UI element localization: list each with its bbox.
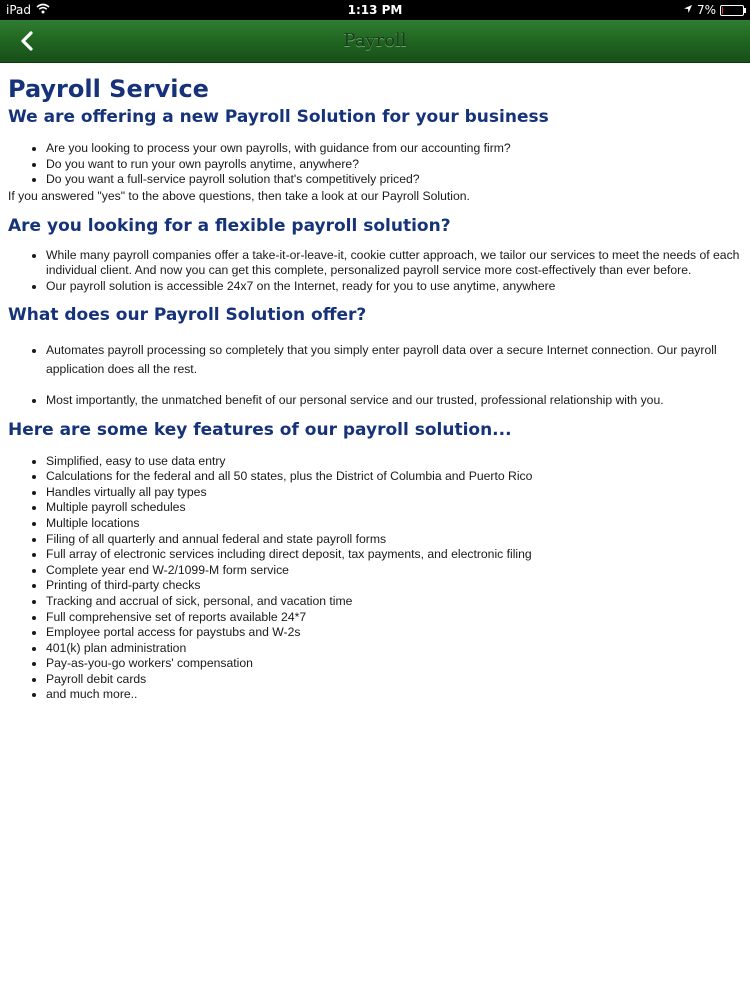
list-item: • Most importantly, the unmatched benefit of our personal service and our trusted, professional relationship with you.	[46, 391, 742, 410]
section-list	[8, 248, 742, 295]
feature-item: • Multiple locations	[46, 516, 742, 532]
status-time: 1:13 PM	[347, 3, 403, 17]
feature-item: • Employee portal access for paystubs and W-2s	[46, 625, 742, 641]
feature-item: • Tracking and accrual of sick, personal, and vacation time	[46, 594, 742, 610]
feature-item: • Simplified, easy to use data entry	[46, 454, 742, 470]
feature-item: • Full array of electronic services including direct deposit, tax payments, and electronic filing	[46, 547, 742, 563]
section-note: If you answered "yes" to the above questions, then take a look at our Payroll Solution.	[8, 188, 470, 203]
section-heading: We are offering a new Payroll Solution for your business	[8, 107, 549, 127]
status-right	[683, 0, 744, 20]
section-list	[8, 341, 742, 410]
feature-item: • and much more..	[46, 687, 742, 703]
feature-item: • Calculations for the federal and all 50 states, plus the District of Columbia and Puerto Rico	[46, 469, 742, 485]
section-heading: What does our Payroll Solution offer?	[8, 304, 367, 325]
list-item: • Do you want a full-service payroll solution that's competitively priced?	[46, 172, 742, 188]
features-list	[8, 454, 742, 704]
status-bar	[0, 0, 750, 20]
feature-item: • Payroll debit cards	[46, 672, 742, 688]
section-heading: Are you looking for a flexible payroll solution?	[8, 215, 451, 236]
feature-item: • Full comprehensive set of reports available 24*7	[46, 610, 742, 626]
battery-icon	[720, 5, 744, 16]
list-item: • While many payroll companies offer a take-it-or-leave-it, cookie cutter approach, we tailor our services to meet the needs of each individual client. And now you can get this complete, personalized payroll service more cost-effectively than ever before.	[46, 248, 742, 279]
list-item: • Do you want to run your own payrolls anytime, anywhere?	[46, 157, 742, 173]
list-item: • Our payroll solution is accessible 24x7 on the Internet, ready for you to use anytime, anywhere	[46, 279, 742, 295]
page-content	[0, 63, 750, 703]
feature-item: • Handles virtually all pay types	[46, 485, 742, 501]
navigation-bar	[0, 20, 750, 63]
feature-item: • Complete year end W-2/1099-M form service	[46, 563, 742, 579]
location-arrow-icon	[683, 0, 693, 20]
page-title: Payroll Service	[8, 75, 209, 103]
battery-level	[722, 7, 723, 14]
section-list	[8, 141, 742, 188]
feature-item: • Pay-as-you-go workers' compensation	[46, 656, 742, 672]
feature-item: • Printing of third-party checks	[46, 578, 742, 594]
feature-item: • Multiple payroll schedules	[46, 500, 742, 516]
feature-item: • Filing of all quarterly and annual federal and state payroll forms	[46, 532, 742, 548]
list-item: • Automates payroll processing so completely that you simply enter payroll data over a secure Internet connection. Our payroll application does all the rest.	[46, 341, 742, 379]
feature-item: • 401(k) plan administration	[46, 641, 742, 657]
device-name: iPad	[6, 3, 32, 17]
nav-title: Payroll	[343, 30, 407, 51]
list-item: • Are you looking to process your own payrolls, with guidance from our accounting firm?	[46, 141, 742, 157]
battery-percent: 7%	[696, 3, 716, 17]
section-heading: Here are some key features of our payroll solution...	[8, 419, 512, 440]
